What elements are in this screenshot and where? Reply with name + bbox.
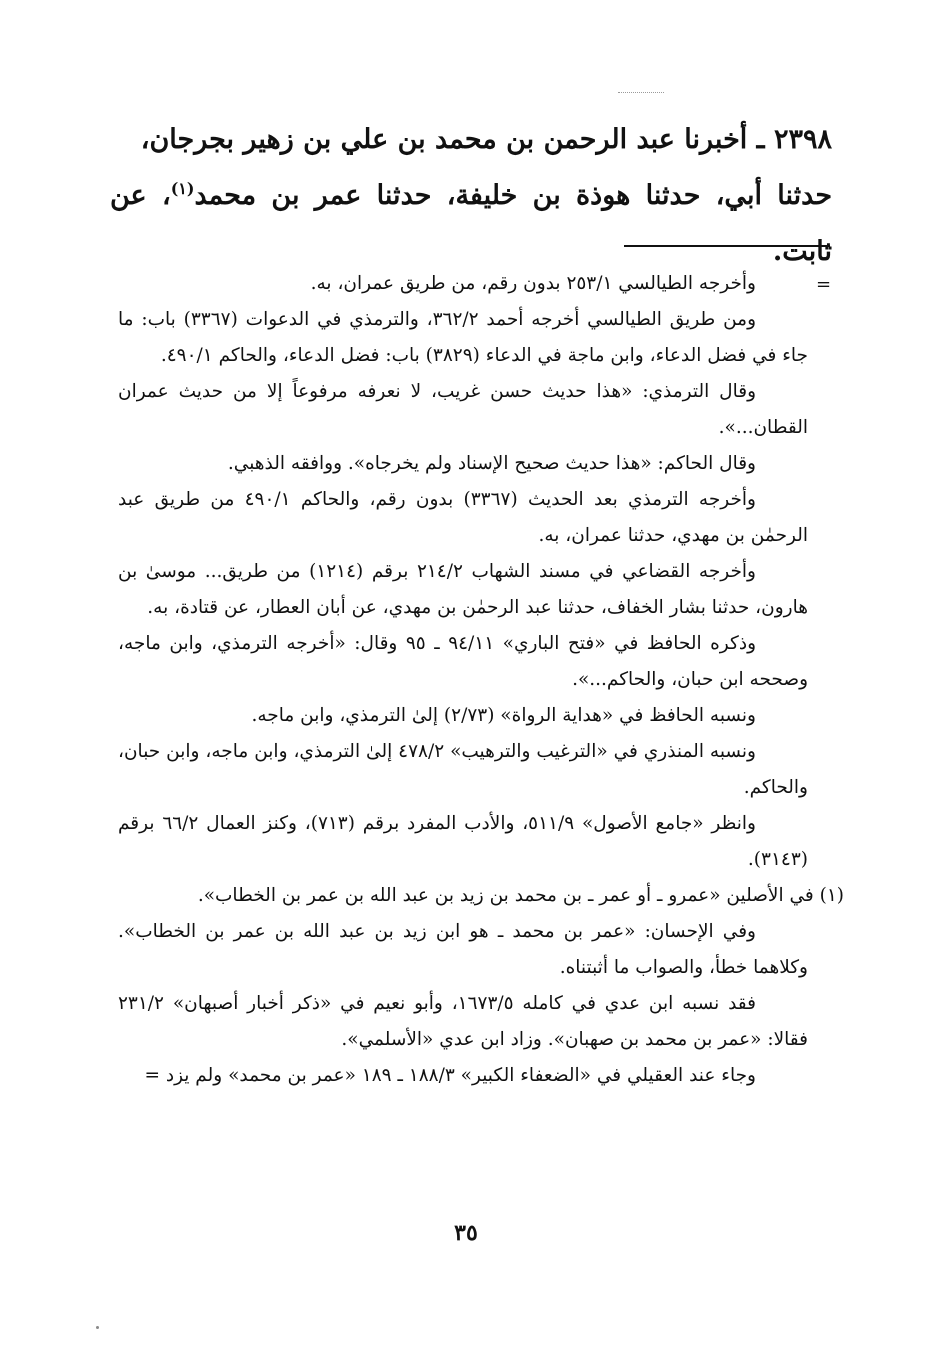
- hadith-line-2-text: حدثنا أبي، حدثنا هوذة بن خليفة، حدثنا عمر بن محمد: [194, 180, 833, 211]
- footnote-paragraph: وأخرجه القضاعي في مسند الشهاب ٢١٤/٢ برقم (١٢١٤) من طريق... موسىٰ بن هارون، حدثنا بشار الخفاف، حدثنا عبد الرحمٰن بن مهدي، عن أبان العطار، عن قتادة، به.: [118, 561, 808, 618]
- footnote-1-start: (١) في الأصلين «عمرو ـ أو عمر ـ بن محمد بن زيد بن عبد الله بن عمر بن الخطاب».: [197, 885, 844, 906]
- footnote-1-paragraph: وفي الإحسان: «عمر بن محمد ـ هو ابن زيد بن عبد الله بن عمر بن الخطاب». وكلاهما خطأ، والصواب ما أثبتناه.: [118, 921, 808, 978]
- footnote-paragraph: ونسبه المنذري في «الترغيب والترهيب» ٤٧٨/٢ إلىٰ الترمذي، وابن ماجه، وابن حبان، والحاكم.: [118, 741, 808, 798]
- scan-speck: [96, 1326, 99, 1329]
- footnote-1-paragraph: وجاء عند العقيلي في «الضعفاء الكبير» ١٨٨/٣ ـ ١٨٩ «عمر بن محمد» ولم يزد =: [144, 1065, 756, 1086]
- footnote-1-paragraph: فقد نسبه ابن عدي في كامله ١٦٧٣/٥، وأبو نعيم في «ذكر أخبار أصبهان» ٢٣١/٢ فقالا: «عمر بن محمد بن صهبان». وزاد ابن عدي «الأسلمي».: [118, 993, 808, 1050]
- footnote-paragraph: وأخرجه الطيالسي ٢٥٣/١ بدون رقم، من طريق عمران، به.: [310, 273, 756, 294]
- hadith-line-1: ٢٣٩٨ ـ أخبرنا عبد الرحمن بن محمد بن علي بن زهير بجرجان،: [140, 124, 832, 155]
- top-dotted-mark: [618, 92, 664, 93]
- continuation-mark: =: [816, 274, 832, 295]
- page-number: ٣٥: [454, 1220, 478, 1246]
- footnote-paragraph: وأخرجه الترمذي بعد الحديث (٣٣٦٧) بدون رقم، والحاكم ٤٩٠/١ من طريق عبد الرحمٰن بن مهدي، حدثنا عمران، به.: [118, 489, 808, 546]
- footnote-reference: (١): [170, 179, 195, 198]
- footnote-paragraph: وانظر «جامع الأصول» ٥١١/٩، والأدب المفرد برقم (٧١٣)، وكنز العمال ٦٦/٢ برقم (٣١٤٣).: [118, 813, 808, 870]
- footnotes-block: [118, 266, 844, 1094]
- hadith-line-2-end: ، عن ثابت.: [110, 180, 832, 267]
- footnote-paragraph: ونسبه الحافظ في «هداية الرواة» (٢/٧٣) إلىٰ الترمذي، وابن ماجه.: [251, 705, 756, 726]
- footnote-paragraph: وذكره الحافظ في «فتح الباري» ٩٤/١١ ـ ٩٥ وقال: «أخرجه الترمذي، وابن ماجه، وصححه ابن حبان، والحاكم...».: [118, 633, 808, 690]
- hadith-line-2: [110, 168, 832, 280]
- hadith-text: [110, 112, 832, 280]
- footnote-paragraph: ومن طريق الطيالسي أخرجه أحمد ٣٦٢/٢، والترمذي في الدعوات (٣٣٦٧) باب: ما جاء في فضل الدعاء، وابن ماجة في الدعاء (٣٨٢٩) باب: فضل الدعاء، والحاكم ٤٩٠/١.: [118, 309, 808, 366]
- footnote-separator: [624, 245, 830, 247]
- footnote-paragraph: وقال الترمذي: «هذا حديث حسن غريب، لا نعرفه مرفوعاً إلا من حديث عمران القطان...».: [118, 381, 808, 438]
- footnote-paragraph: وقال الحاكم: «هذا حديث صحيح الإسناد ولم يخرجاه». ووافقه الذهبي.: [227, 453, 756, 474]
